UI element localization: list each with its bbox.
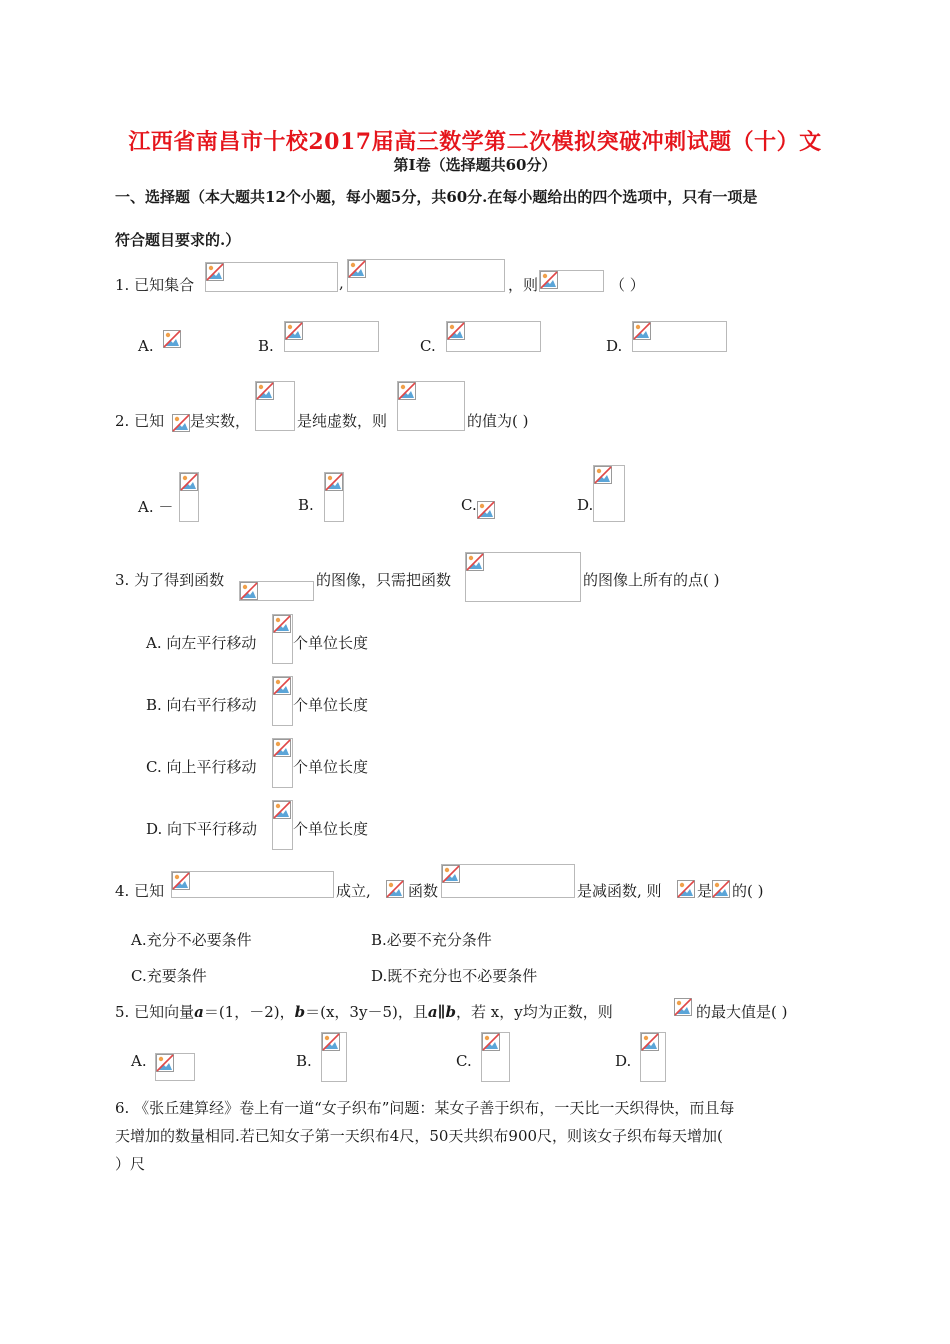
q5-option-d-image: [640, 1032, 666, 1082]
document-subtitle: 第Ⅰ卷（选择题共60分）: [393, 156, 557, 174]
q6-line3: ）尺: [115, 1155, 146, 1173]
q3-option-c-label: C. 向上平行移动: [146, 758, 257, 776]
q2-mid2: 是纯虚数，则: [297, 412, 388, 430]
q2-formula-image-3: [397, 381, 465, 431]
q2-option-a-image: [179, 472, 199, 522]
q3-option-c-tail: 个单位长度: [293, 758, 369, 776]
broken-image-icon: [348, 260, 366, 278]
q4-formula-image-1: [171, 871, 334, 898]
broken-image-icon: [540, 271, 558, 289]
q4-mid4: 是: [697, 882, 713, 900]
q5-suffix: 的最大值是( ): [696, 1003, 788, 1021]
broken-image-icon: [477, 501, 495, 519]
q4-formula-image-5: [712, 880, 732, 900]
q3-option-d-image: [272, 800, 293, 850]
q4-mid2: 函数: [408, 882, 439, 900]
q5-formula-image: [674, 998, 694, 1018]
q1-formula-image-3: [539, 270, 604, 292]
q2-suffix: 的值为( ): [467, 412, 529, 430]
q4-option-d: D.既不充分也不必要条件: [371, 967, 538, 985]
q5-option-c-image: [481, 1032, 510, 1082]
q3-option-b-label: B. 向右平行移动: [146, 696, 257, 714]
q4-formula-image-2: [386, 880, 406, 900]
broken-image-icon: [273, 739, 291, 757]
broken-image-icon: [180, 473, 198, 491]
q5-option-b-image: [321, 1032, 347, 1082]
q1-then: ，则: [508, 276, 539, 294]
q1-prefix: 1. 已知集合: [115, 276, 195, 294]
q2-prefix: 2. 已知: [115, 412, 165, 430]
broken-image-icon: [466, 553, 484, 571]
q6-line2: 天增加的数量相同.若已知女子第一天织布4尺，50天共织布900尺，则该女子织布每天增加(: [115, 1127, 723, 1145]
q3-option-d-tail: 个单位长度: [293, 820, 369, 838]
q1-option-b-label: B.: [258, 337, 274, 355]
q6-line1: 6. 《张丘建算经》卷上有一道“女子织布”问题：某女子善于织布，一天比一天织得快，而且每: [115, 1099, 735, 1117]
q1-answer-paren: （ ）: [610, 276, 645, 294]
q5-vector-a: a: [194, 1003, 204, 1021]
q2-option-c-image: [477, 501, 495, 519]
q2-option-c-label: C.: [461, 496, 477, 514]
broken-image-icon: [386, 880, 404, 898]
q2-mid1: 是实数，: [190, 412, 251, 430]
q4-prefix: 4. 已知: [115, 882, 165, 900]
broken-image-icon: [206, 263, 224, 281]
broken-image-icon: [172, 872, 190, 890]
section-heading-line2: 符合题目要求的.）: [115, 231, 241, 249]
broken-image-icon: [594, 466, 612, 484]
q5-option-a-label: A.: [131, 1052, 147, 1070]
q4-option-b: B.必要不充分条件: [371, 931, 492, 949]
q5-vector-b: b: [294, 1003, 306, 1021]
broken-image-icon: [163, 330, 181, 348]
broken-image-icon: [240, 582, 258, 600]
q5-text-b: ＝(1，－2)，: [203, 1003, 295, 1021]
q3-option-a-tail: 个单位长度: [293, 634, 369, 652]
q3-option-b-tail: 个单位长度: [293, 696, 369, 714]
q3-option-a-label: A. 向左平行移动: [146, 634, 257, 652]
broken-image-icon: [677, 880, 695, 898]
broken-image-icon: [674, 998, 692, 1016]
broken-image-icon: [285, 322, 303, 340]
broken-image-icon: [447, 322, 465, 340]
broken-image-icon: [322, 1033, 340, 1051]
q3-option-b-image: [272, 676, 293, 726]
q2-formula-image-2: [255, 381, 295, 431]
broken-image-icon: [712, 880, 730, 898]
q5-text: [115, 1001, 613, 1022]
q4-option-c: C.充要条件: [131, 967, 207, 985]
q4-formula-image-4: [677, 880, 697, 900]
q2-formula-image-1: [172, 414, 190, 432]
q5-text-e: y均为正数，则: [514, 1003, 613, 1021]
section-heading-line1: 一、选择题（本大题共12个小题，每小题5分，共60分.在每小题给出的四个选项中，只有一项是: [115, 188, 758, 206]
document-title: 江西省南昌市十校2017届高三数学第二次模拟突破冲刺试题（十）文: [128, 129, 822, 155]
q5-parallel: a∥b: [427, 1003, 457, 1021]
q1-option-a-label: A.: [138, 337, 154, 355]
q3-option-d-label: D. 向下平行移动: [146, 820, 258, 838]
broken-image-icon: [398, 382, 416, 400]
q3-prefix: 3. 为了得到函数: [115, 571, 225, 589]
q2-option-d-image: [593, 465, 625, 522]
q3-option-a-image: [272, 614, 293, 664]
q2-option-a-label: A. －: [138, 498, 174, 516]
q1-comma: ,: [339, 274, 344, 292]
q2-option-b-label: B.: [298, 496, 314, 514]
q5-text-a: 5. 已知向量: [115, 1003, 195, 1021]
q3-suffix: 的图像上所有的点( ): [583, 571, 720, 589]
broken-image-icon: [172, 414, 190, 432]
q5-text-c: ＝(x，3y－5)，且: [305, 1003, 428, 1021]
q2-option-d-label: D.: [577, 496, 594, 514]
q3-option-c-image: [272, 738, 293, 788]
broken-image-icon: [156, 1054, 174, 1072]
broken-image-icon: [442, 865, 460, 883]
q2-option-b-image: [324, 472, 344, 522]
broken-image-icon: [256, 382, 274, 400]
q4-option-a: A.充分不必要条件: [131, 931, 252, 949]
broken-image-icon: [633, 322, 651, 340]
q3-formula-image-1: [239, 581, 314, 601]
q4-mid1: 成立,: [336, 882, 371, 900]
q1-option-c-image: [446, 321, 541, 352]
broken-image-icon: [273, 801, 291, 819]
q3-formula-image-2: [465, 552, 581, 602]
broken-image-icon: [641, 1033, 659, 1051]
broken-image-icon: [273, 677, 291, 695]
q5-option-d-label: D.: [615, 1052, 632, 1070]
broken-image-icon: [482, 1033, 500, 1051]
q1-option-a-image: [163, 330, 183, 350]
q1-option-d-label: D.: [606, 337, 623, 355]
q5-option-b-label: B.: [296, 1052, 312, 1070]
broken-image-icon: [273, 615, 291, 633]
q1-option-c-label: C.: [420, 337, 436, 355]
q4-mid3: 是减函数, 则: [577, 882, 662, 900]
q1-option-b-image: [284, 321, 379, 352]
q1-formula-image-2: [347, 259, 505, 292]
q5-option-c-label: C.: [456, 1052, 472, 1070]
q1-option-d-image: [632, 321, 727, 352]
broken-image-icon: [325, 473, 343, 491]
q1-formula-image-1: [205, 262, 338, 292]
q5-text-d: ，若 x，: [456, 1003, 515, 1021]
q4-formula-image-3: [441, 864, 575, 898]
q5-option-a-image: [155, 1053, 195, 1081]
q3-mid: 的图像，只需把函数: [316, 571, 452, 589]
q4-suffix: 的( ): [732, 882, 764, 900]
